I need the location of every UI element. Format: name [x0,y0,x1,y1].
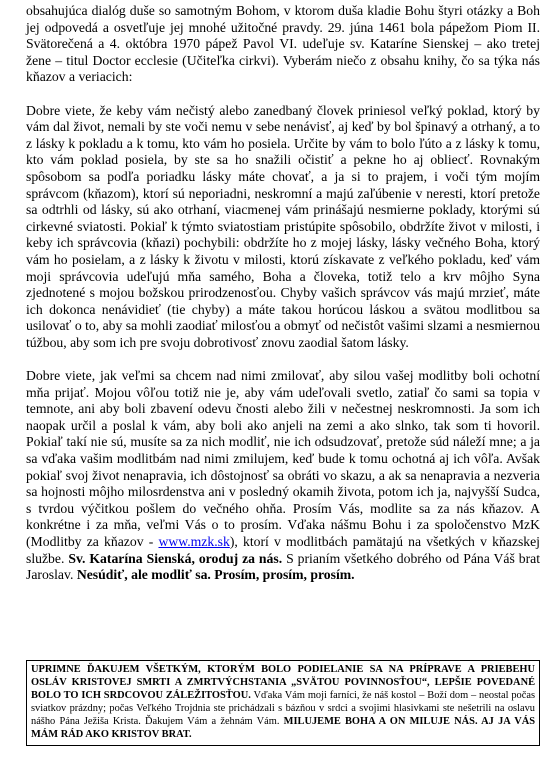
prayer-text-continued: ), ktorí v modlitbách pamätajú na všetkých v kňazskej službe. [26,534,540,566]
intro-paragraph: obsahujúca dialóg duše so samotným Bohom, v ktorom duša kladie Bohu štyri otázky a Boh jej odpovedá a osvetľuje jej mnohé užitočné pravdy. 29. júna 1461 bola pápežom Piom II. Svätorečená a 4. októbra 1970 pápež Pavol VI. udeľuje sv. Kataríne Sienskej – ako tretej žene – titul Doctor ecclesie (Učiteľka cirkvi). Vyberám niečo z obsahu knihy, čo sa týka nás kňazov a veriacich: [26,3,540,85]
mzk-link[interactable]: www.mzk.sk [158,534,230,549]
prayer-text: Dobre viete, jak veľmi sa chcem nad nimi zmilovať, aby silou vašej modlitby boli ochotní mňa prijať. Mojou vôľou totiž nie je, aby vám udeľovali svetlo, zatiaľ čo sami sa topia v temnote, ani aby boli zbavení odevu čnosti alebo žili v nečestnej neskromnosti. Ja som ich naopak určil a poslal k vám, aby boli ako anjeli na zemi a ako slnko, tak som ti hovoril. Pokiaľ takí nie sú, musíte sa za nich modliť, nie ich odsudzovať, pretože súd náleží mne; a ja sa vďaka vašim modlitbám nad nimi zmilujem, keď bude k tomu ochotná aj ich vôľa. Avšak pokiaľ svoj život nenapravia, ich dôstojnosť sa obráti vo skazu, a ak sa nenapravia a nezveria sa hojnosti môjho milosrdenstva ani v posledný okamih života, potom ich ja, najvyšší Sudca, s tvrdou výčitkou pošlem do večného ohňa. Prosím Vás, modlite sa za nás kňazov. A konkrétne i za mňa, veľmi Vás o to prosím. Vďaka nášmu Bohu i za spoločenstvo MzK (Modlitby za kňazov - [26,368,540,549]
article-body [26,3,540,584]
teaching-paragraph: Dobre viete, že keby vám nečistý alebo zanedbaný človek priniesol veľký poklad, ktorý by vám dal život, nemali by ste voči nemu v sebe nenávisť, aj keď by bol špinavý a otrhaný, a to z lásky k pokladu a k tomu, kto vám ho posiela. Určite by vám to bolo ľúto a z lásky k tomu, kto vám poklad posiela, by ste sa ho snažili očistiť a pekne ho aj obliecť. Rovnakým spôsobom sa podľa poriadku lásky máte chovať, a ja si to prajem, i voči tým mojím správcom (kňazom), ktorí sú neporiadni, neskromní a majú zaľúbenie v neresti, ktorí pretože sa odtrhli od lásky, sú ako otrhaní, viacmenej vám prinášajú nesmierne poklady, ktorými sú cirkevné sviatosti. Pokiaľ k týmto sviatostiam pristúpite spôsobilo, obdržíte život v milosti, i keby ich správcovia (kňazi) pochybili: obdržíte ho z mojej lásky, lásky večného Boha, ktorý vám ho posielam, a z lásky k životu v milosti, ktorú získavate z veľkého pokladu, keď vám moji správcovia udeľujú mňa samého, Boha a človeka, totiž telo a krv môjho Syna zjednotené s mojou božskou prirodzenosťou. Chyby vašich správcov vás majú mrzieť, máte ich dokonca nenávidieť (tie chyby) a máte takou horúcou láskou a svätou modlitbou sa usilovať o to, aby sa mohli zaodiať milosťou a obmyť od nečistôt vašimi slzami a nesmiernou túžbou, aby som ich pre svoju dobrotivosť znovu zaodial šatom lásky. [26,102,540,350]
thanks-text: Vďaka Vám moji farníci, že náš kostol – Boží dom – neostal počas sviatkov prázdny; počas Veľkého Trojdnia ste prichádzali s bázňou v srdci a svojimi hlasivkami ste nešetrili na oslavu nášho Pána Ježiša Krista. Ďakujem Vám a žehnám Vám. [31,689,535,727]
greeting-text: S prianím všetkého dobrého od Pána Váš brat Jaroslav. [26,550,541,583]
thanks-heading: UPRIMNE ĎAKUJEM VŠETKÝM, KTORÝM BOLO PODIELANIE SA NA PRÍPRAVE A PRIEBEHU OSLÁV KRISTOVEJ SMRTI A ZMRTVÝCHSTANIA „SVÄTOU POVINNOSŤOU“, LEPŠIE POVEDANÉ BOLO TO ICH SRDCOVOU ZÁLEŽITOSŤOU. [31,664,535,701]
closing-plea: Nesúdiť, ale modliť sa. Prosím, prosím, prosím. [76,567,355,583]
thanks-closing: MILUJEME BOHA A ON MILUJE NÁS. AJ JA VÁS MÁM RÁD AKO KRISTOV BRAT. [31,715,535,740]
saint-invocation: Sv. Katarína Sienská, oroduj za nás. [68,550,283,566]
prayer-paragraph [26,368,540,584]
thanks-box [26,660,540,746]
